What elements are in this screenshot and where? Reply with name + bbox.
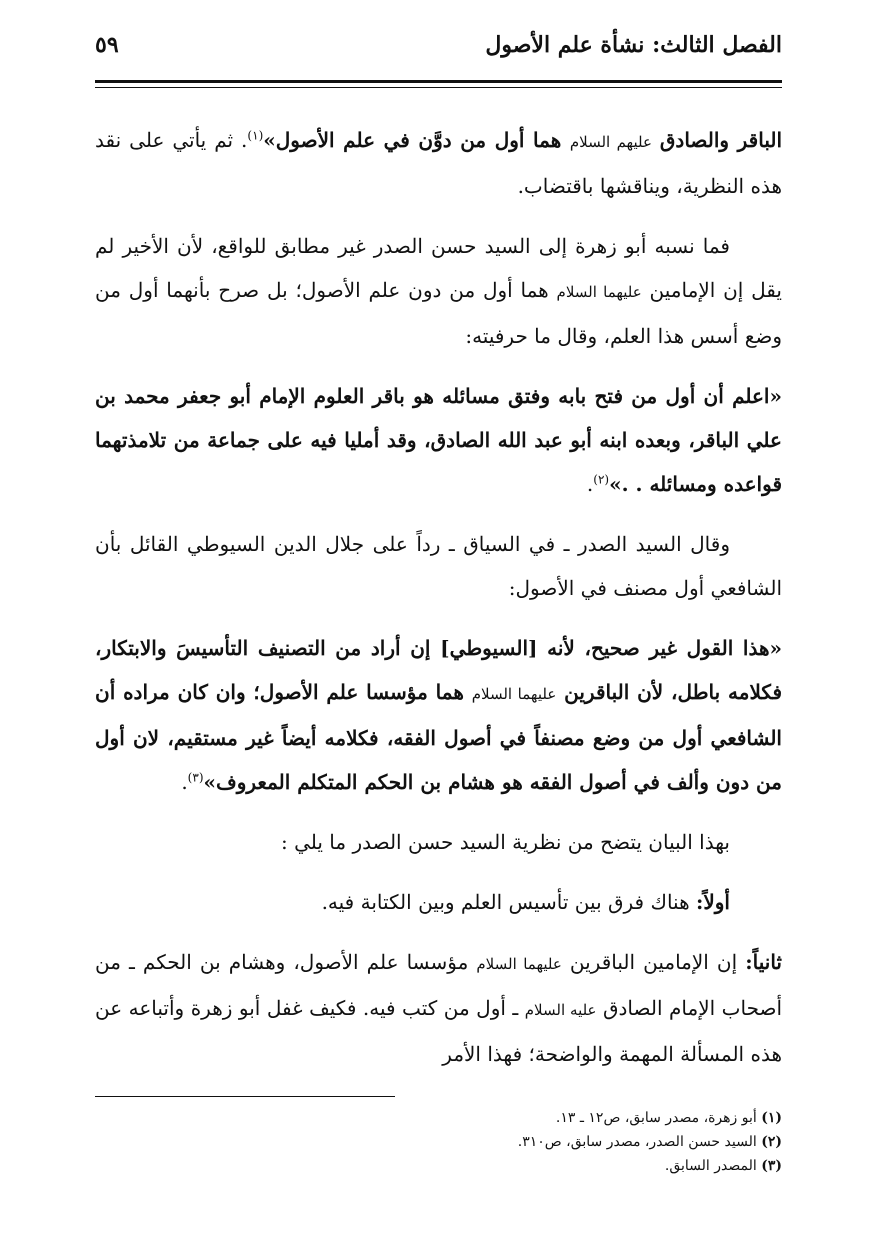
footnote-number: (٣) bbox=[761, 1158, 782, 1174]
point-1 bbox=[95, 880, 782, 924]
footnote-text: المصدر السابق. bbox=[664, 1158, 757, 1174]
honorific-glyph: عليه السلام bbox=[524, 1001, 597, 1019]
footnote-ref[interactable]: (٣) bbox=[187, 770, 204, 785]
honorific-glyph: عليهما السلام bbox=[471, 685, 557, 703]
bold-text: هما أول من دوَّن في علم الأصول» bbox=[263, 128, 570, 152]
header-rule-thin bbox=[95, 87, 782, 88]
paragraph-text: بهذا البيان يتضح من نظرية السيد حسن الصدر ما يلي : bbox=[280, 830, 730, 854]
honorific-glyph: عليهما السلام bbox=[556, 283, 642, 301]
footnote-1 bbox=[95, 1106, 782, 1130]
footnote-separator bbox=[95, 1096, 395, 1097]
paragraph-text: فما نسبه أبو زهرة إلى السيد حسن الصدر غير مطابق للواقع، لأن الأخير لم يقل إن الإمامين bbox=[95, 234, 782, 302]
quote-text: «هذا القول غير صحيح، لأنه [السيوطي] إن أراد من التصنيف التأسيسَ والابتكار، فكلامه باطل، لأن الباقرين bbox=[95, 636, 782, 704]
paragraph-3 bbox=[95, 522, 782, 610]
paragraph-4 bbox=[95, 820, 782, 864]
paragraph-text: . bbox=[181, 770, 188, 794]
footnote-number: (١) bbox=[761, 1110, 782, 1126]
footnotes bbox=[95, 1106, 782, 1178]
honorific-glyph: عليهما السلام bbox=[476, 955, 562, 973]
body-text bbox=[95, 118, 782, 1092]
quote-2 bbox=[95, 626, 782, 804]
point-label: ثانياً: bbox=[745, 950, 782, 974]
footnote-3 bbox=[95, 1154, 782, 1178]
paragraph-text: إن الإمامين الباقرين bbox=[561, 950, 746, 974]
paragraph-text: وقال السيد الصدر ـ في السياق ـ رداً على جلال الدين السيوطي القائل بأن الشافعي أول مصنف في الأصول: bbox=[95, 532, 782, 600]
point-label: أولاً: bbox=[695, 890, 730, 914]
bold-text: الباقر والصادق bbox=[659, 128, 783, 152]
header-rule-thick bbox=[95, 80, 782, 83]
paragraph-2 bbox=[95, 224, 782, 358]
chapter-title: الفصل الثالث: نشأة علم الأصول bbox=[485, 32, 782, 58]
paragraph-text: مؤسسا علم الأصول، وهشام بن الحكم ـ من أصحاب الإمام الصادق bbox=[95, 950, 783, 1020]
footnote-ref[interactable]: (١) bbox=[247, 128, 264, 143]
paragraph-text: . bbox=[586, 472, 594, 496]
page-header bbox=[95, 30, 782, 70]
page-number: ٥٩ bbox=[95, 32, 119, 58]
paragraph-text: هناك فرق بين تأسيس العلم وبين الكتابة فيه. bbox=[321, 890, 696, 914]
quote-text: «اعلم أن أول من فتح بابه وفتق مسائله هو باقر العلوم الإمام أبو جعفر محمد بن علي الباقر، وبعده ابنه أبو عبد الله الصادق، وقد أمليا فيه على جماعة من تلامذتهما قواعده ومسائله . .» bbox=[95, 384, 782, 496]
point-2 bbox=[95, 940, 782, 1076]
footnote-2 bbox=[95, 1130, 782, 1154]
quote-text: هما مؤسسا علم الأصول؛ وان كان مراده أن الشافعي أول من وضع مصنفاً في أصول الفقه، فكلامه أيضاً غير مستقيم، لان أول من دون وألف في أصول الفقه هو هشام بن الحكم المتكلم المعروف» bbox=[95, 680, 782, 794]
honorific-glyph: عليهم السلام bbox=[569, 133, 652, 151]
paragraph-text: ـ أول من كتب فيه. فكيف غفل أبو زهرة وأتباعه عن هذه المسألة المهمة والواضحة؛ فهذا الأمر bbox=[95, 996, 782, 1066]
footnote-ref[interactable]: (٢) bbox=[593, 472, 610, 487]
paragraph-1 bbox=[95, 118, 782, 208]
quote-1 bbox=[95, 374, 782, 506]
footnote-number: (٢) bbox=[761, 1134, 782, 1150]
paragraph-text: . ثم يأتي على نقد هذه النظرية، ويناقشها باقتضاب. bbox=[95, 128, 782, 198]
footnote-text: السيد حسن الصدر، مصدر سابق، ص٣١٠. bbox=[517, 1134, 757, 1150]
footnote-text: أبو زهرة، مصدر سابق، ص١٢ ـ ١٣. bbox=[555, 1110, 757, 1126]
paragraph-text: هما أول من دون علم الأصول؛ بل صرح بأنهما أول من وضع أسس هذا العلم، وقال ما حرفيته: bbox=[95, 278, 782, 348]
